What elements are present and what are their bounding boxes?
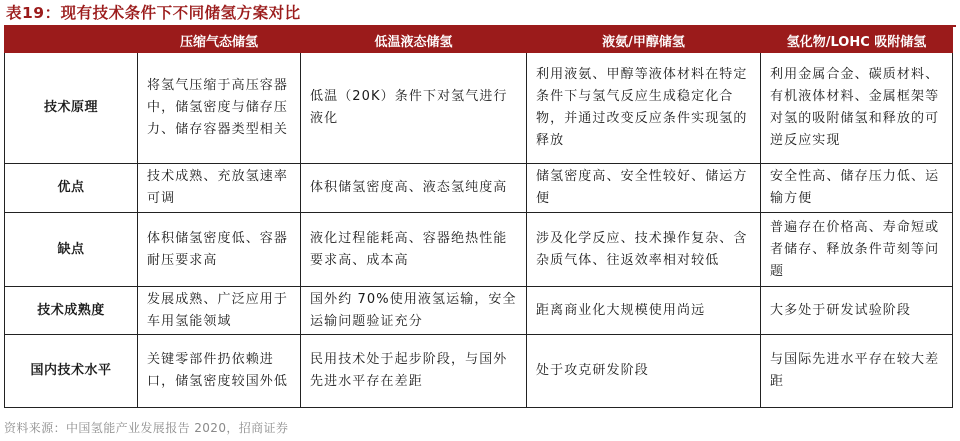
table-cell: 国外约 70%使用液氢运输，安全运输问题验证充分 [301,287,527,335]
table-cell: 储氢密度高、安全性较好、储运方便 [527,164,761,213]
table-title: 表19：现有技术条件下不同储氢方案对比 [6,4,301,22]
table-cell: 利用液氨、甲醇等液体材料在特定条件下与氢气反应生成稳定化合物，并通过改变反应条件实现氢的释放 [527,53,761,164]
table-cell: 涉及化学反应、技术操作复杂、含杂质气体、往返效率相对较低 [527,213,761,287]
table-cell: 与国际先进水平存在较大差距 [761,335,953,408]
row-label: 缺点 [5,213,138,287]
row-label: 技术原理 [5,53,138,164]
table-row [5,53,953,164]
row-label: 国内技术水平 [5,335,138,408]
table-cell: 技术成熟、充放氢速率可调 [138,164,301,213]
table-row [5,287,953,335]
table-cell: 体积储氢密度低、容器耐压要求高 [138,213,301,287]
row-label: 技术成熟度 [5,287,138,335]
table-cell: 民用技术处于起步阶段，与国外先进水平存在差距 [301,335,527,408]
table-cell: 普遍存在价格高、寿命短或者储存、释放条件苛刻等问题 [761,213,953,287]
header-ammonia-methanol: 液氨/甲醇储氢 [527,28,761,53]
table-cell: 关键零部件扔依赖进口，储氢密度较国外低 [138,335,301,408]
header-hydride-lohc: 氢化物/LOHC 吸附储氢 [761,28,953,53]
table-cell: 将氢气压缩于高压容器中，储氢密度与储存压力、储存容器类型相关 [138,53,301,164]
table-cell: 利用金属合金、碳质材料、有机液体材料、金属框架等对氢的吸附储氢和释放的可逆反应实现 [761,53,953,164]
table-cell: 发展成熟、广泛应用于车用氢能领域 [138,287,301,335]
table-row [5,164,953,213]
table-cell: 距离商业化大规模使用尚远 [527,287,761,335]
table-cell: 处于攻克研发阶段 [527,335,761,408]
header-cryogenic-liquid: 低温液态储氢 [301,28,527,53]
table-row [5,335,953,408]
table-row [5,213,953,287]
table-cell: 大多处于研发试验阶段 [761,287,953,335]
table-cell: 低温（20K）条件下对氢气进行液化 [301,53,527,164]
row-label: 优点 [5,164,138,213]
comparison-table [4,27,953,408]
header-corner [5,28,138,53]
source-note: 资料来源：中国氢能产业发展报告 2020，招商证券 [4,421,289,435]
header-compressed-gas: 压缩气态储氢 [138,28,301,53]
table-cell: 体积储氢密度高、液态氢纯度高 [301,164,527,213]
table-cell: 液化过程能耗高、容器绝热性能要求高、成本高 [301,213,527,287]
table-header-row [5,28,953,53]
table-cell: 安全性高、储存压力低、运输方便 [761,164,953,213]
